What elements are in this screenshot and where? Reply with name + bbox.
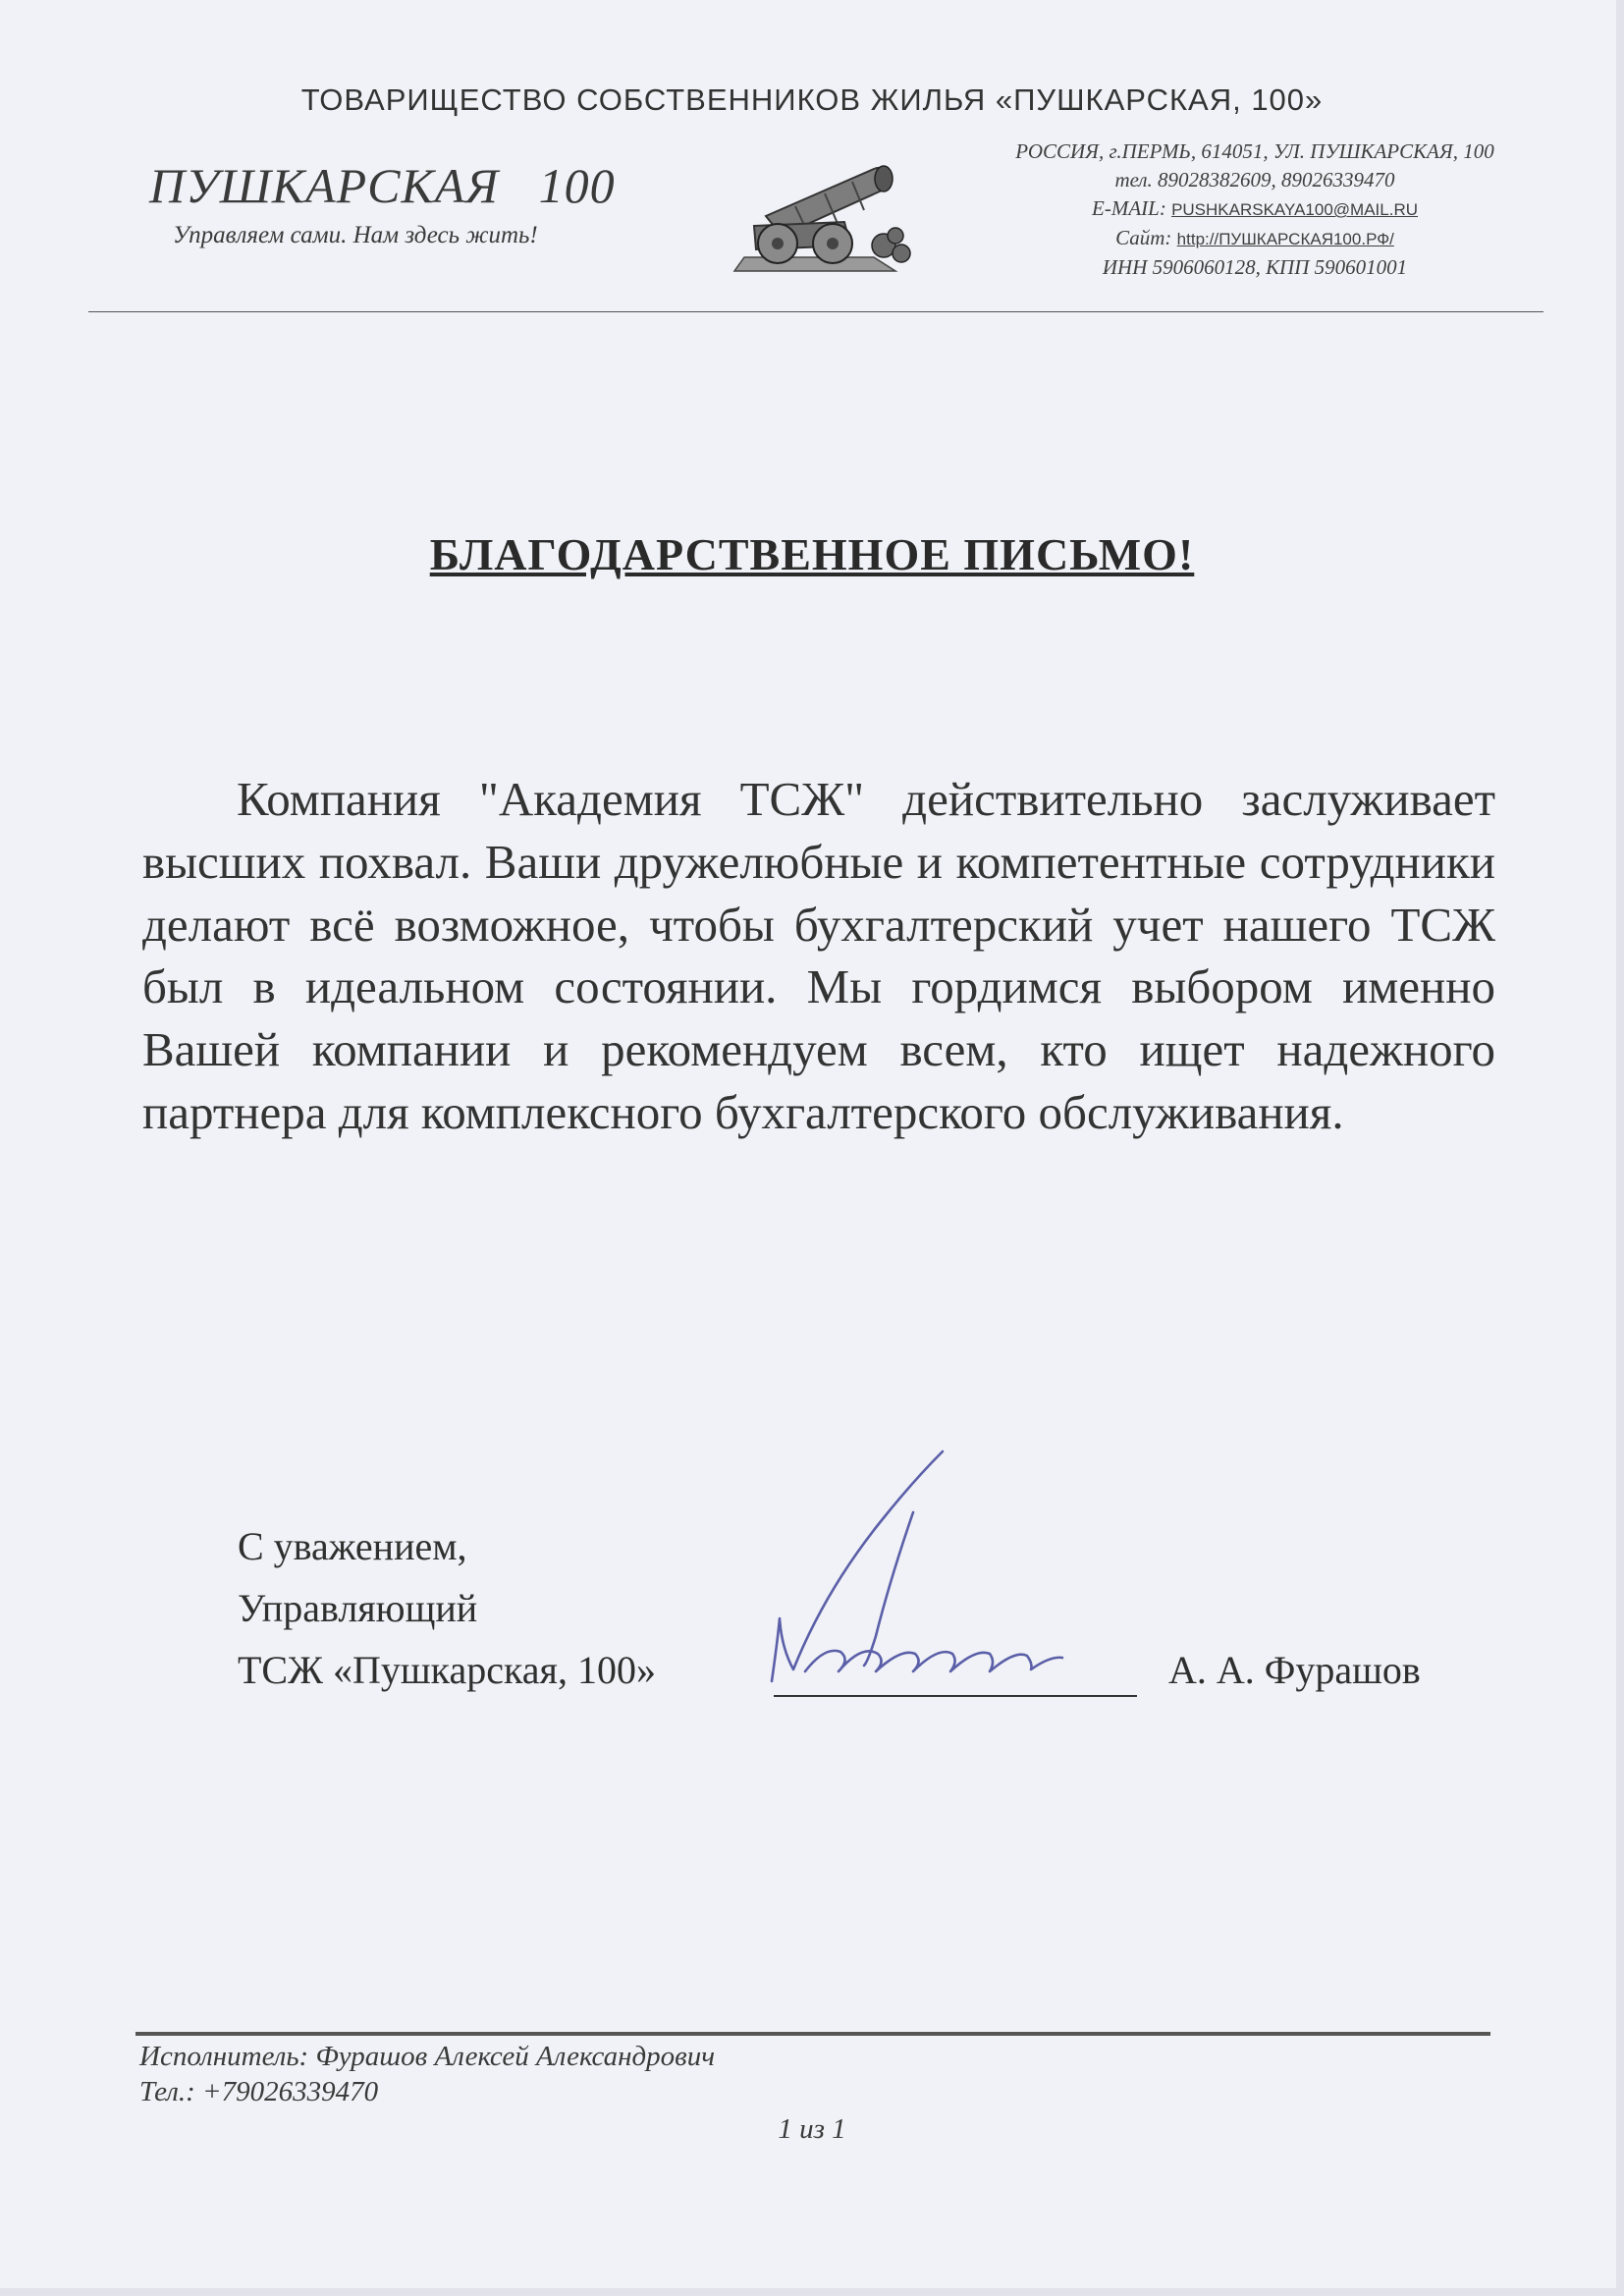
signer-position: Управляющий bbox=[238, 1586, 478, 1630]
page-number: 1 из 1 bbox=[778, 2113, 846, 2145]
site-label: Сайт: bbox=[1115, 226, 1177, 249]
letter-body: Компания "Академия ТСЖ" действительно заслуживает высших похвал. Ваши дружелюбные и компетентные сотрудники делают всё возможное, чтобы бухгалтерский учет нашего ТСЖ был в идеальном состоянии. Мы гордимся выбором именно Вашей компании и рекомендуем всем, кто ищет надежного партнера для комплексного бухгалтерского обслуживания. bbox=[142, 772, 1495, 1139]
header-divider bbox=[88, 311, 1543, 312]
document-title: БЛАГОДАРСТВЕННОЕ ПИСЬМО! bbox=[429, 529, 1195, 579]
address: РОССИЯ, г.ПЕРМЬ, 614051, УЛ. ПУШКАРСКАЯ, 100 bbox=[1015, 139, 1494, 163]
organization-name: ТОВАРИЩЕСТВО СОБСТВЕННИКОВ ЖИЛЬЯ «ПУШКАРСКАЯ, 100» bbox=[300, 82, 1324, 117]
site-link[interactable]: http://ПУШКАРСКАЯ100.РФ/ bbox=[1176, 230, 1394, 248]
email-link[interactable]: PUSHKARSKAYA100@MAIL.RU bbox=[1171, 200, 1418, 219]
scan-edge-right bbox=[1616, 0, 1624, 2296]
cannon-icon bbox=[727, 147, 913, 275]
signer-name: А. А. Фурашов bbox=[1168, 1648, 1421, 1692]
closing-regards: С уважением, bbox=[238, 1524, 467, 1568]
signer-organization: ТСЖ «Пушкарская, 100» bbox=[238, 1648, 656, 1692]
inn-kpp: ИНН 5906060128, КПП 590601001 bbox=[1102, 255, 1408, 279]
contact-block bbox=[941, 137, 1569, 282]
phone-numbers: тел. 89028382609, 89026339470 bbox=[1114, 168, 1395, 191]
executor-phone: Тел.: +79026339470 bbox=[139, 2076, 379, 2107]
site-line bbox=[941, 224, 1569, 253]
footer-divider bbox=[135, 2032, 1490, 2036]
email-label: E-MAIL: bbox=[1092, 196, 1172, 220]
executor-line: Исполнитель: Фурашов Алексей Александрович bbox=[139, 2041, 716, 2072]
scan-edge-bottom bbox=[0, 2288, 1624, 2296]
logo-slogan: Управляем сами. Нам здесь жить! bbox=[173, 222, 538, 248]
handwritten-signature bbox=[766, 1444, 1198, 1709]
logo-title: ПУШКАРСКАЯ 100 bbox=[149, 158, 616, 213]
email-line bbox=[941, 194, 1569, 224]
